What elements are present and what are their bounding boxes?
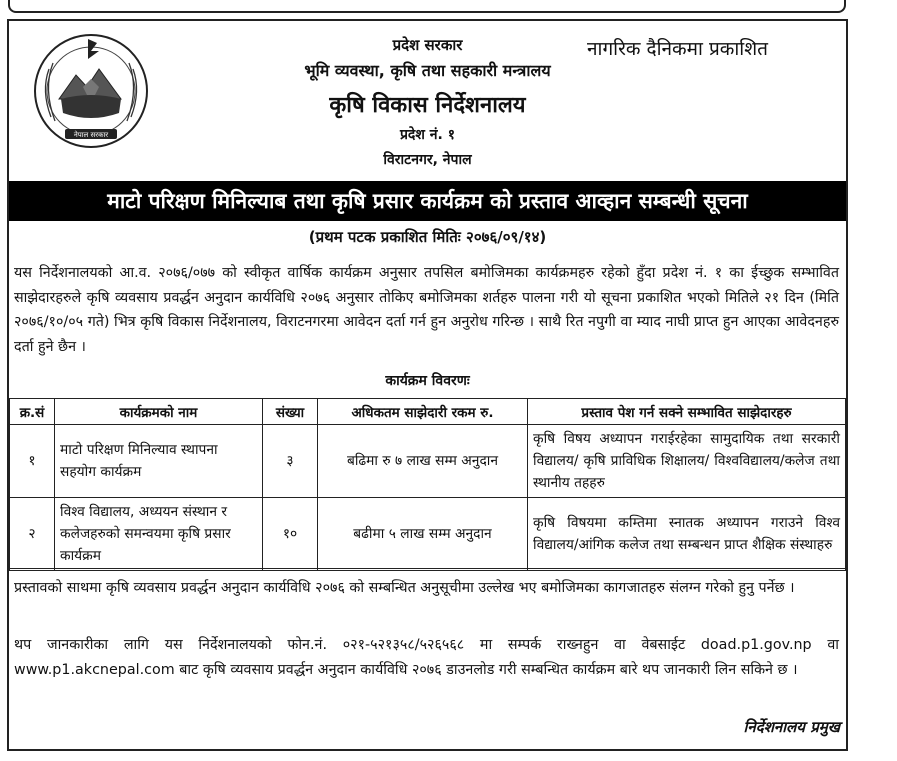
cell-sn: २ bbox=[10, 498, 55, 571]
signature-title: निर्देशनालय प्रमुख bbox=[743, 718, 840, 736]
header-ministry: भूमि व्यवस्था, कृषि तथा सहकारी मन्त्रालय bbox=[304, 61, 551, 80]
program-table bbox=[9, 398, 846, 571]
col-header-eligible-partners: प्रस्ताव पेश गर्न सक्ने सम्भावित साझेदारहरु bbox=[528, 399, 846, 425]
cell-eligible-partners: कृषि विषयमा कम्तिमा स्नातक अध्यापन गराउने विश्व विद्यालय/आंगिक कलेज तथा सम्बन्धन प्राप्त शैक्षिक संस्थाहरु bbox=[528, 498, 846, 571]
header-address: विराटनगर, नेपाल bbox=[383, 152, 472, 168]
intro-paragraph: यस निर्देशनालयको आ.व. २०७६/०७७ को स्वीकृत वार्षिक कार्यक्रम अनुसार तपसिल बमोजिमका कार्यक्रमहरु रहेको हुँदा प्रदेश नं. १ का ईच्छुक सम्भावित साझेदारहरुले कृषि व्यवसाय प्रवर्द्धन अनुदान कार्यविधि २०७६ अनुसार तोकिए बमोजिमका शर्तहरु पालना गरी यो सूचना प्रकाशित भएको मितिले २१ दिन (मिति २०७६/१०/०५ गते) भित्र कृषि विकास निर्देशनालय, विराटनगरमा आवेदन दर्ता गर्न हुन अनुरोध गरिन्छ । साथै रित नपुगी वा म्याद नाघी प्राप्त हुन आएका आवेदनहरु दर्ता हुने छैन । bbox=[14, 265, 839, 355]
attachment-note: प्रस्तावको साथमा कृषि व्यवसाय प्रवर्द्धन अनुदान कार्यविधि २०७६ को सम्बन्धित अनुसूचीमा उल्लेख भए बमोजिमका कागजातहरु संलग्न गरेको हुनु पर्नेछ । bbox=[14, 580, 795, 596]
cell-program-name: विश्व विद्यालय, अध्ययन संस्थान र कलेजहरुको समन्वयमा कृषि प्रसार कार्यक्रम bbox=[55, 498, 263, 571]
header-province: प्रदेश नं. १ bbox=[399, 127, 456, 143]
program-details-heading: कार्यक्रम विवरणः bbox=[385, 373, 470, 389]
table-row bbox=[10, 498, 846, 571]
col-header-program-name: कार्यक्रमको नाम bbox=[55, 399, 263, 425]
previous-notice-frame bbox=[8, 0, 846, 13]
col-header-count: संख्या bbox=[263, 399, 318, 425]
contact-note: थप जानकारीका लागि यस निर्देशनालयको फोन.नं. ०२१-५२१३५८/५२६५६८ मा सम्पर्क राख्नहुन वा वेबसाईट doad.p1.gov.np वा www.p1.akcnepal.com बाट कृषि व्यवसाय प्रवर्द्धन अनुदान कार्यविधि २०७६ डाउनलोड गरी सम्बन्धित कार्यक्रम बारे थप जानकारी लिन सकिने छ । bbox=[14, 637, 839, 678]
published-in-label: नागरिक दैनिकमा प्रकाशित bbox=[587, 38, 768, 60]
header-directorate: कृषि विकास निर्देशनालय bbox=[329, 93, 526, 118]
section-divider bbox=[9, 568, 846, 569]
notice-box bbox=[7, 19, 848, 751]
cell-amount: बढिमा रु ७ लाख सम्म अनुदान bbox=[318, 425, 528, 498]
header-government: प्रदेश सरकार bbox=[392, 36, 463, 54]
notice-title: माटो परिक्षण मिनिल्याब तथा कृषि प्रसार कार्यक्रम को प्रस्ताव आव्हान सम्बन्धी सूचना bbox=[9, 181, 846, 221]
emblem-caption: नेपाल सरकार bbox=[73, 131, 109, 139]
cell-amount: बढीमा ५ लाख सम्म अनुदान bbox=[318, 498, 528, 571]
table-header-row bbox=[10, 399, 846, 425]
first-published-date: (प्रथम पटक प्रकाशित मितिः २०७६/०९/१४) bbox=[308, 228, 547, 246]
cell-eligible-partners: कृषि विषय अध्यापन गराईरहेका सामुदायिक तथा सरकारी विद्यालय/ कृषि प्राविधिक शिक्षालय/ विश्वविद्यालय/कलेज तथा स्थानीय तहहरु bbox=[528, 425, 846, 498]
col-header-amount: अधिकतम साझेदारी रकम रु. bbox=[318, 399, 528, 425]
col-header-sn: क्र.सं bbox=[10, 399, 55, 425]
cell-sn: १ bbox=[10, 425, 55, 498]
cell-count: ३ bbox=[263, 425, 318, 498]
table-row bbox=[10, 425, 846, 498]
cell-program-name: माटो परिक्षण मिनिल्याव स्थापना सहयोग कार्यक्रम bbox=[55, 425, 263, 498]
cell-count: १० bbox=[263, 498, 318, 571]
